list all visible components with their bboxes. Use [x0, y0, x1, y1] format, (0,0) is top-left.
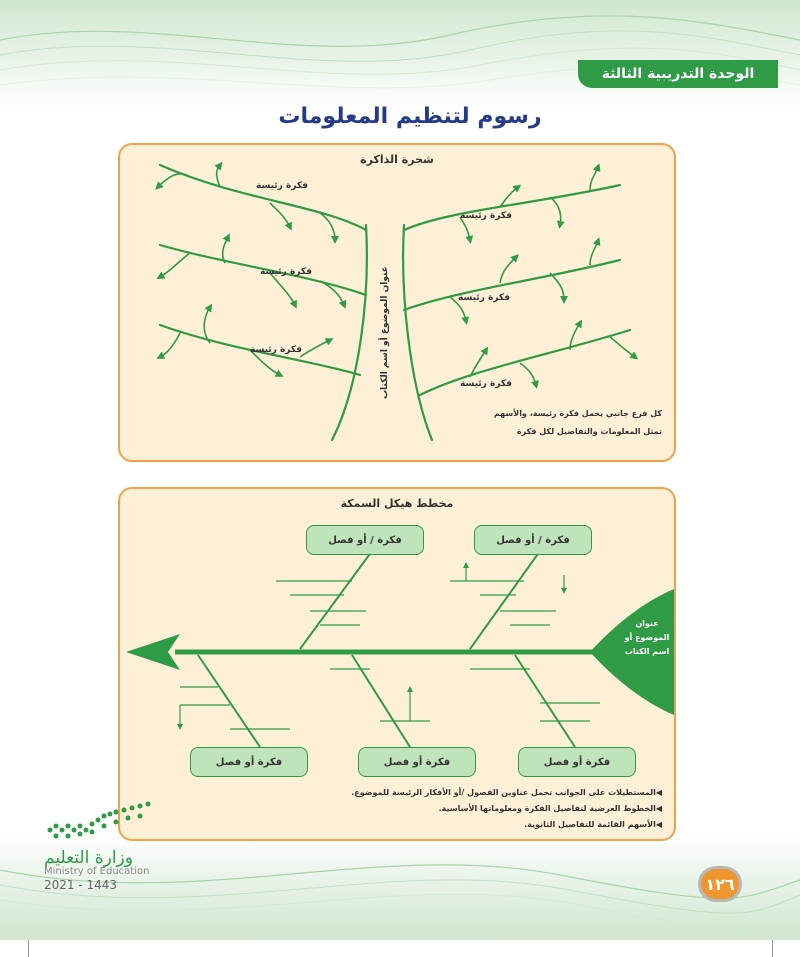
legend-text: الأسهم القائمة للتفاصيل الثانوية.: [524, 820, 656, 829]
tree-note-line2: تمثل المعلومات والتفاصيل لكل فكرة: [516, 427, 662, 436]
unit-tab: الوحدة التدريبية الثالثة: [578, 60, 778, 88]
page-title: رسوم لتنظيم المعلومات: [278, 104, 542, 129]
fishbone-title: مخطط هيكل السمكة: [340, 497, 454, 510]
legend-item: [351, 788, 662, 797]
ministry-name-en: Ministry of Education: [44, 866, 150, 877]
legend-item: [439, 804, 662, 813]
branch-label: فكرة رئيسة: [260, 267, 313, 277]
memory-tree-panel: [118, 143, 676, 462]
ministry-name-ar: وزارة التعليم: [44, 848, 133, 868]
bullet-icon: ◀: [655, 804, 662, 813]
trunk-label: عنوان الموضوع أو اسم الكتاب: [380, 266, 390, 399]
ministry-year: 2021 - 1443: [44, 878, 118, 892]
branch-label: فكرة رئيسة: [250, 345, 303, 355]
memory-tree-title: شجرة الذاكرة: [360, 153, 434, 166]
branch-label: فكرة رئيسة: [256, 181, 309, 191]
legend-text: الخطوط العرضية لتفاصيل الفكرة ومعلوماتها الأساسية.: [438, 804, 656, 813]
bullet-icon: ◀: [655, 788, 662, 797]
fish-head-label: عنوان الموضوع أو اسم الكتاب: [624, 619, 670, 656]
idea-box-bottom: فكرة أو فصل: [358, 747, 476, 777]
branch-label: فكرة رئيسة: [458, 293, 511, 303]
idea-box-top: فكرة / أو فصل: [306, 525, 424, 555]
ministry-logo-icon: [44, 800, 154, 844]
idea-box-bottom: فكرة أو فصل: [190, 747, 308, 777]
page-number: ١٢٦: [698, 866, 742, 902]
branch-label: فكرة رئيسة: [460, 211, 513, 221]
header-wave-decoration: [0, 0, 800, 110]
legend-item: [524, 820, 662, 829]
legend-text: المستطيلات على الجوانب تحمل عناوين الفصول /أو الأفكار الرئيسة للموضوع.: [351, 788, 656, 797]
idea-box-top: فكرة / أو فصل: [474, 525, 592, 555]
bullet-icon: ◀: [655, 820, 662, 829]
idea-box-bottom: فكرة أو فصل: [518, 747, 636, 777]
tree-note-line1: كل فرع جانبي يحمل فكرة رئيسة، والأسهم: [493, 409, 662, 418]
branch-label: فكرة رئيسة: [460, 379, 513, 389]
footer-wave-decoration: [0, 830, 800, 940]
